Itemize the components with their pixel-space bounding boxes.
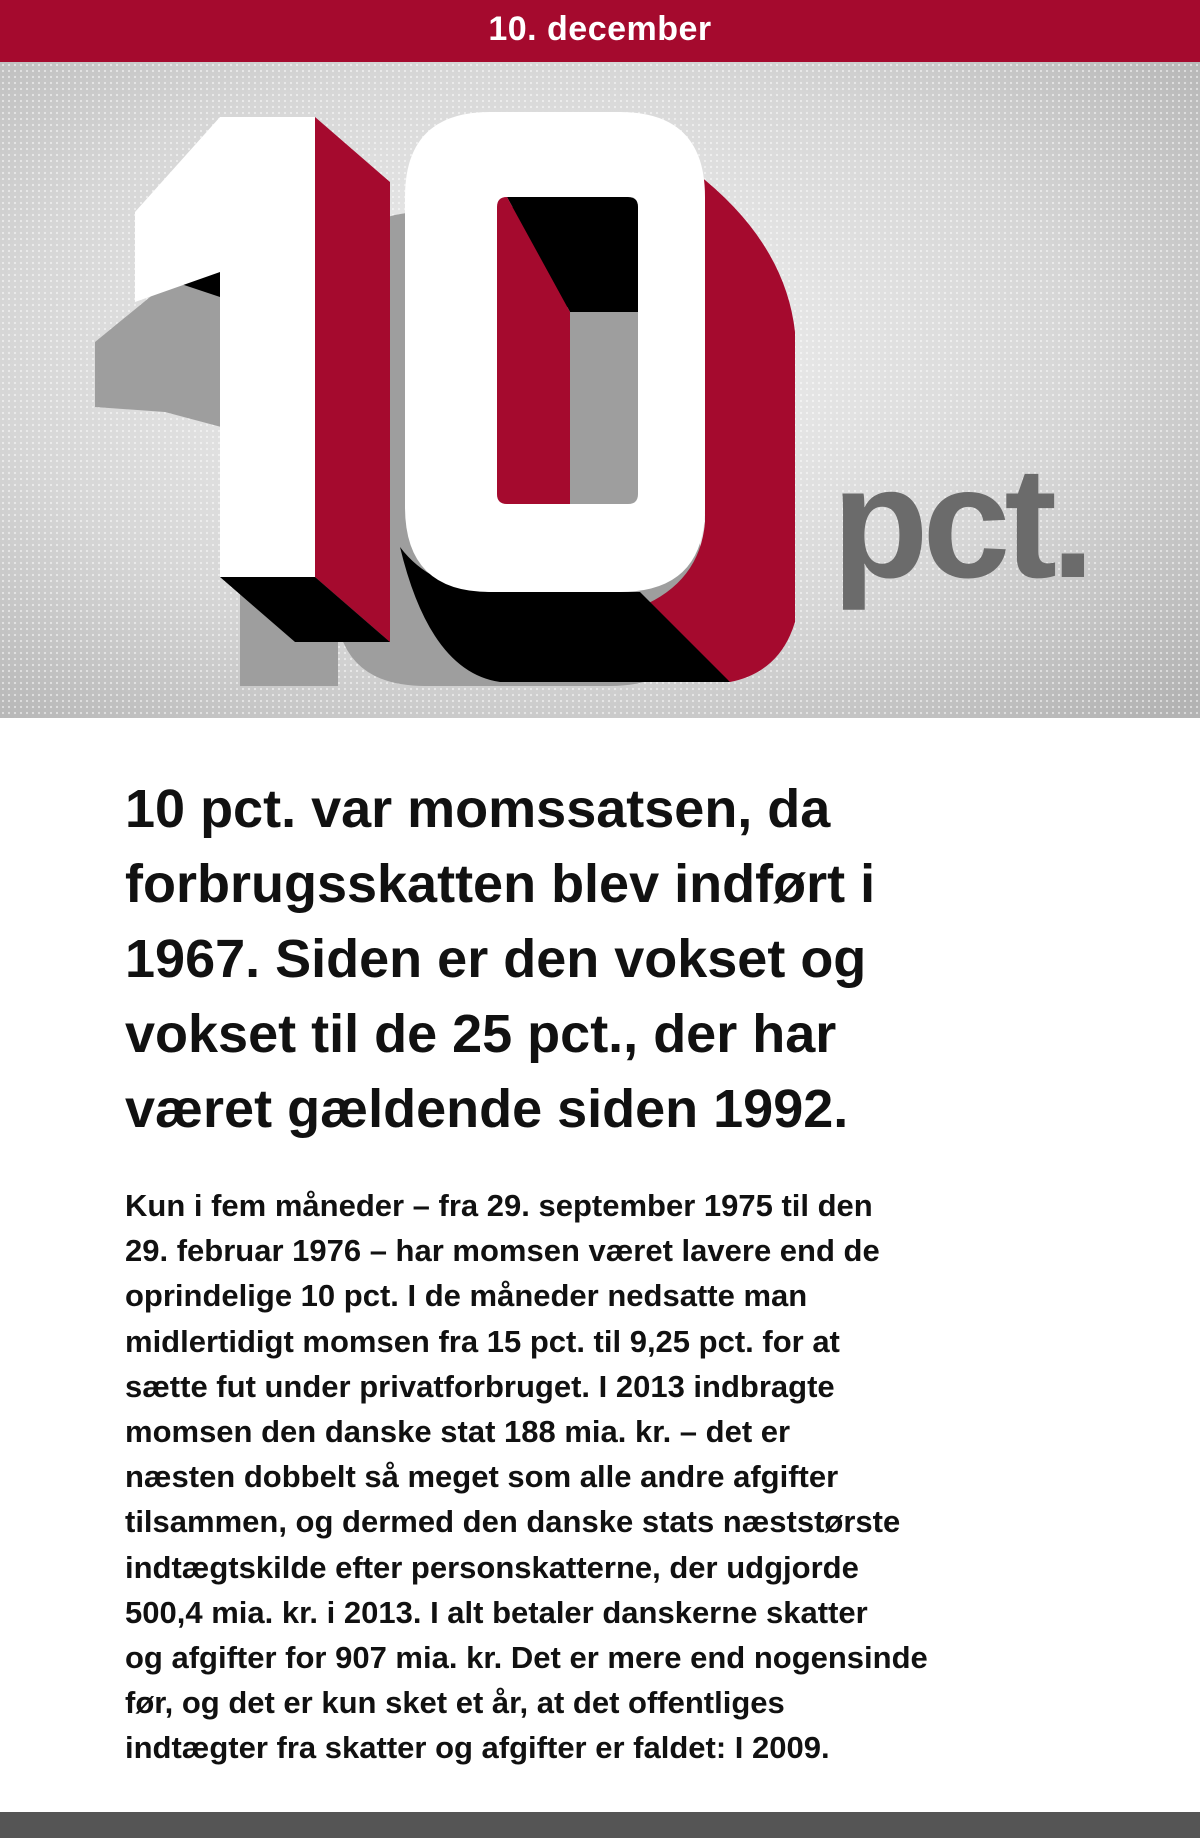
- body-line: momsen den danske stat 188 mia. kr. – det er: [125, 1414, 791, 1450]
- headline-line: vokset til de 25 pct., der har: [125, 1004, 837, 1064]
- body-line: Kun i fem måneder – fra 29. september 1975 til den: [125, 1188, 873, 1223]
- hero-graphic: [0, 62, 1200, 718]
- body-line: før, og det er kun sket et år, at det offentliges: [125, 1685, 785, 1721]
- body-line: indtægtskilde efter personskatterne, der udgjorde: [125, 1549, 859, 1585]
- headline-line: forbrugsskatten blev indført i: [125, 854, 876, 914]
- body-line: oprindelige 10 pct. I de måneder nedsatte man: [125, 1278, 808, 1314]
- headline-line: 10 pct. var momssatsen, da: [125, 779, 831, 839]
- body-line: 500,4 mia. kr. i 2013. I alt betaler danskerne skatter: [125, 1594, 868, 1630]
- date-label: 10. december: [488, 9, 712, 48]
- date-banner: [0, 0, 1200, 62]
- headline: [125, 772, 1125, 1147]
- body-line: næsten dobbelt så meget som alle andre afgifter: [125, 1459, 839, 1495]
- bottom-bar: [0, 1812, 1200, 1838]
- body-line: sætte fut under privatforbruget. I 2013 indbragte: [125, 1368, 835, 1404]
- headline-line: 1967. Siden er den vokset og: [125, 929, 867, 989]
- unit-label: pct.: [832, 435, 1089, 611]
- body-line: midlertidigt momsen fra 15 pct. til 9,25 pct. for at: [125, 1323, 840, 1359]
- headline-line: været gældende siden 1992.: [125, 1079, 849, 1139]
- body-line: 29. februar 1976 – har momsen været lavere end de: [125, 1233, 880, 1269]
- body-line: og afgifter for 907 mia. kr. Det er mere end nogensinde: [125, 1640, 928, 1676]
- body-line: indtægter fra skatter og afgifter er faldet: I 2009.: [125, 1730, 830, 1766]
- body-paragraph: [125, 1183, 1125, 1771]
- hero-svg: [0, 62, 1200, 718]
- body-line: tilsammen, og dermed den danske stats næststørste: [125, 1504, 901, 1540]
